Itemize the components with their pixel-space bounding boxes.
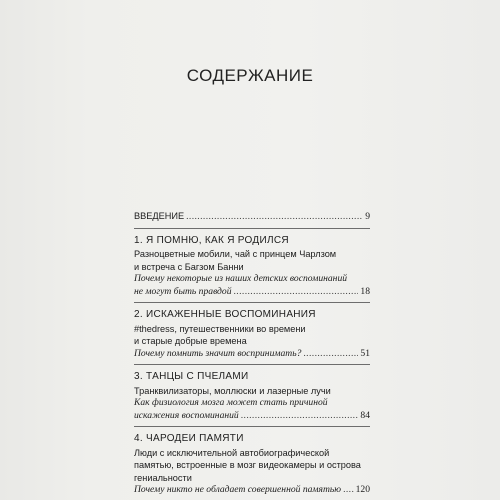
- divider: [134, 364, 370, 365]
- chapter-italic-line: Почему помнить значит воспринимать?: [134, 347, 302, 359]
- table-of-contents: [134, 210, 370, 497]
- chapter-subtitle-line: #thedress, путешественники во времени: [134, 323, 306, 334]
- chapter-italic-line: Почему некоторые из наших детских воспоминаний: [134, 273, 348, 284]
- chapter-subtitle-line: и старые добрые времена: [134, 336, 247, 346]
- leader-dots: [241, 410, 359, 423]
- chapter-heading: 3. ТАНЦЫ С ПЧЕЛАМИ: [134, 371, 249, 382]
- chapter-page-row: [134, 410, 370, 423]
- page-number: 18: [360, 285, 370, 297]
- chapter-italic-line: не могут быть правдой: [134, 285, 232, 297]
- chapter-subtitle-line: и встреча с Багзом Банни: [134, 261, 244, 272]
- chapter-subtitle-line: памятью, встроенные в мозг видеокамеры и острова: [134, 460, 361, 470]
- leader-dots: [234, 286, 359, 299]
- chapter-italic-line: Как физиология мозга может стать причиной: [134, 397, 328, 408]
- page-title: СОДЕРЖАНИЕ: [186, 66, 314, 85]
- page-number: 120: [355, 484, 370, 495]
- chapter-page-row: [134, 484, 370, 497]
- chapter-page-row: [134, 348, 370, 361]
- chapter-page-row: [134, 286, 370, 299]
- chapter-subtitle-line: Люди с исключительной автобиографической: [134, 447, 330, 458]
- toc-chapter-3: [134, 371, 370, 422]
- intro-label: ВВЕДЕНИЕ: [134, 211, 185, 221]
- toc-chapter-1: [134, 235, 370, 299]
- chapter-subtitle-line: Транквилизаторы, моллюски и лазерные лучи: [134, 385, 331, 396]
- chapter-italic-line: Почему никто не обладает совершенной памятью: [134, 484, 342, 495]
- toc-intro-row: [134, 210, 370, 224]
- divider: [134, 426, 370, 427]
- chapter-subtitle-line: гениальности: [134, 472, 192, 483]
- chapter-heading: 2. ИСКАЖЕННЫЕ ВОСПОМИНАНИЯ: [134, 309, 316, 320]
- divider: [134, 228, 370, 229]
- chapter-italic-line: искажения воспоминаний: [134, 409, 239, 421]
- leader-dots: [303, 348, 358, 361]
- leader-dots: [186, 211, 363, 224]
- page-number: 9: [365, 211, 370, 222]
- divider: [134, 302, 370, 303]
- chapter-heading: 1. Я ПОМНЮ, КАК Я РОДИЛСЯ: [134, 234, 289, 246]
- chapter-heading: 4. ЧАРОДЕИ ПАМЯТИ: [134, 433, 244, 444]
- bleed-through-text: [150, 30, 420, 69]
- leader-dots: [343, 484, 354, 497]
- page-number: 84: [360, 409, 370, 421]
- page-number: 51: [360, 347, 370, 359]
- toc-chapter-2: [134, 309, 370, 360]
- chapter-subtitle-line: Разноцветные мобили, чай с принцем Чарлзом: [134, 249, 337, 259]
- toc-chapter-4: [134, 433, 370, 497]
